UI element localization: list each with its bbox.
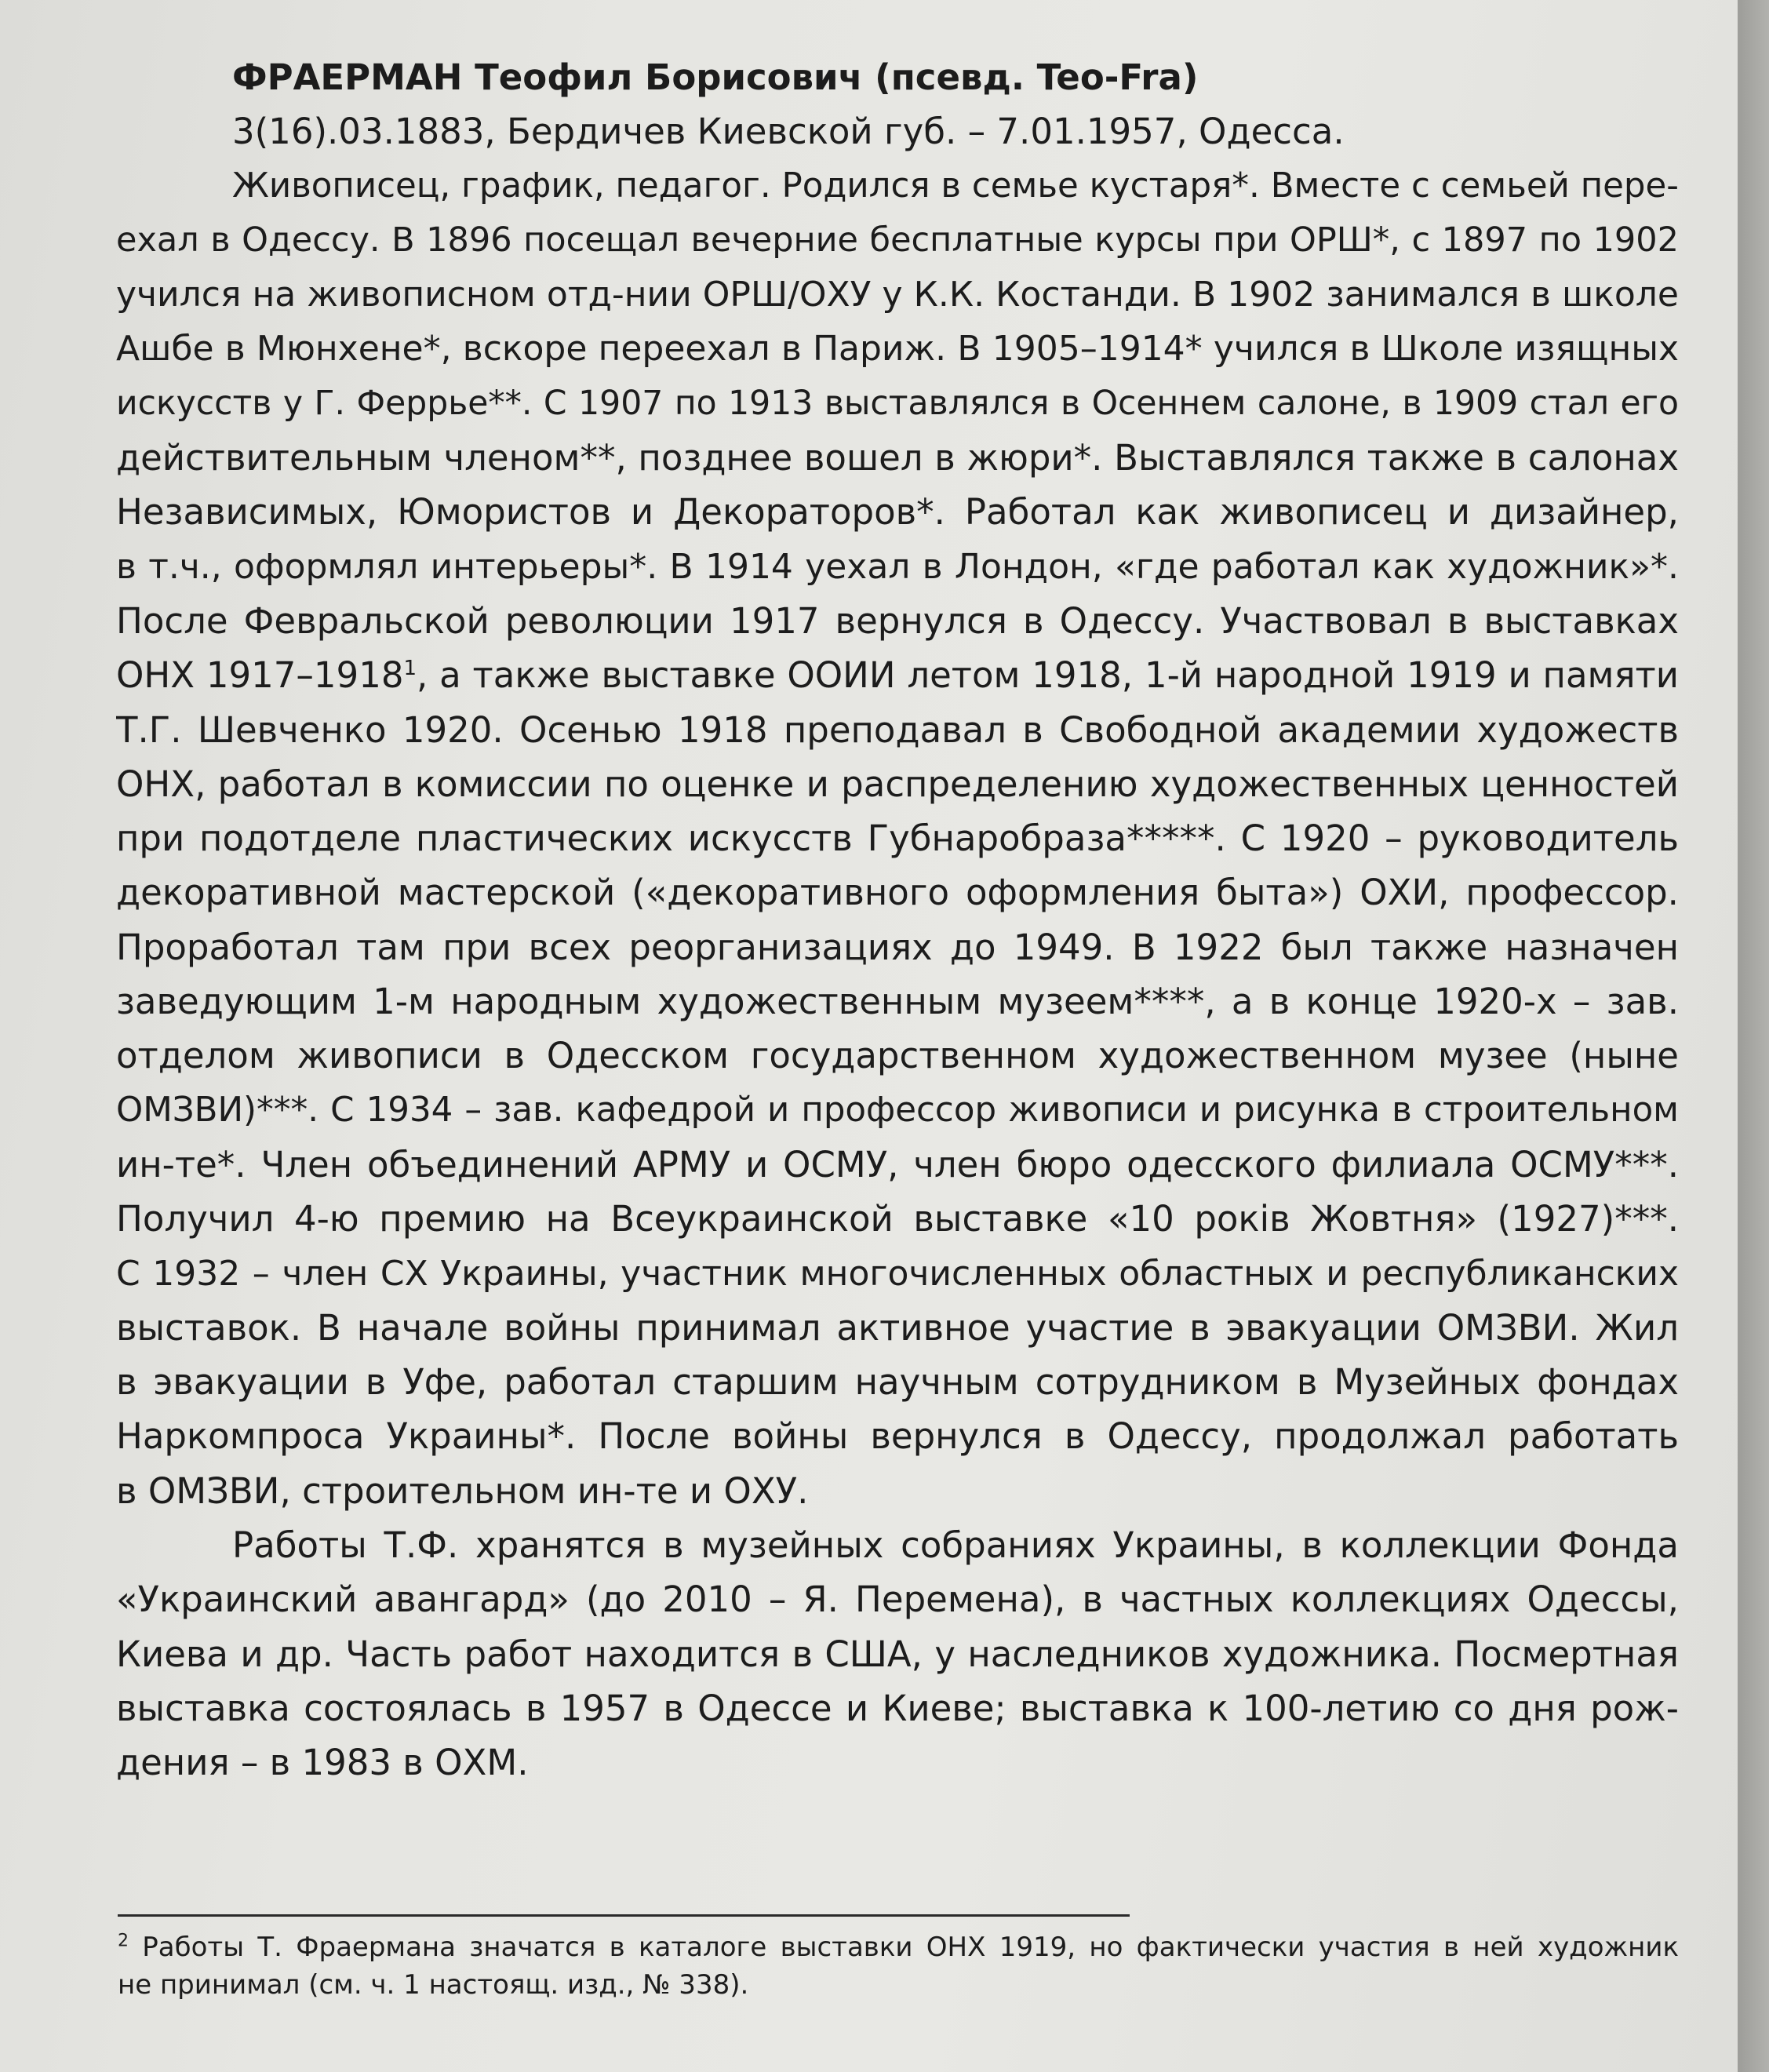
footnote-marker: 2 xyxy=(118,1931,129,1951)
paragraph-line-with-footnote-ref xyxy=(116,648,1679,702)
paragraph-line: После Февральской революции 1917 вернулся в Одессу. Участвовал в выставках xyxy=(116,599,1679,642)
paragraph-line: ОМЗВИ)***. С 1934 – зав. кафедрой и профессор живописи и рисунка в строительном xyxy=(116,1090,1679,1130)
paragraph-line: ОНХ, работал в комиссии по оценке и распределению художественных ценностей xyxy=(116,763,1679,805)
paragraph-line: Наркомпроса Украины*. После войны вернулся в Одессу, продолжал работать xyxy=(116,1415,1679,1458)
paragraph-line: при подотделе пластических искусств Губнаробраза*****. С 1920 – руководитель xyxy=(116,818,1679,860)
paragraph-line: Получил 4-ю премию на Всеукраинской выставке «10 років Жовтня» (1927)***. xyxy=(116,1198,1679,1240)
page-edge-shadow xyxy=(1738,0,1769,2072)
paragraph-line: Ашбе в Мюнхене*, вскоре переехал в Париж. В 1905–1914* учился в Школе изящных xyxy=(116,329,1679,370)
paragraph-line: заведующим 1-м народным художественным музеем****, а в конце 1920-х – зав. xyxy=(116,981,1679,1023)
paragraph-line: искусств у Г. Феррье**. С 1907 по 1913 выставлялся в Осеннем салоне, в 1909 стал его xyxy=(116,384,1679,423)
biography-entry xyxy=(116,50,1679,1790)
paragraph-line: Т.Г. Шевченко 1920. Осенью 1918 преподавал в Свободной академии художеств xyxy=(116,708,1679,751)
entry-heading: ФРАЕРМАН Теофил Борисович (псевд. Teo-Fra) xyxy=(232,56,1199,98)
paragraph-line: «Украинский авангард» (до 2010 – Я. Перемена), в частных коллекциях Одессы, xyxy=(116,1579,1679,1621)
line-text: , а также выставке ООИИ летом 1918, 1-й народной 1919 и памяти xyxy=(417,654,1679,697)
paragraph-2 xyxy=(116,1518,1679,1790)
paragraph-line: дения – в 1983 в ОХМ. xyxy=(116,1742,529,1784)
paragraph-line: в т.ч., оформлял интерьеры*. В 1914 уехал в Лондон, «где работал как художник»*. xyxy=(116,546,1679,587)
footnote xyxy=(118,1928,1679,2004)
paragraph-line: С 1932 – член СХ Украины, участник многочисленных областных и республиканских xyxy=(116,1253,1679,1294)
paragraph-line: в ОМЗВИ, строительном ин-те и ОХУ. xyxy=(116,1469,809,1512)
paragraph-line: ин-те*. Член объединений АРМУ и ОСМУ, член бюро одесского филиала ОСМУ***. xyxy=(116,1143,1679,1185)
entry-dates: 3(16).03.1883, Бердичев Киевской губ. – 7.01.1957, Одесса. xyxy=(232,111,1345,153)
paragraph-line: Киева и др. Часть работ находится в США, у наследников художника. Посмертная xyxy=(116,1633,1679,1675)
paragraph-line: Проработал там при всех реорганизациях до 1949. В 1922 был также назначен xyxy=(116,926,1679,968)
footnote-line xyxy=(118,1928,1679,1966)
footnote-text: Работы Т. Фраермана значатся в каталоге выставки ОНХ 1919, но фактически участия в ней художник xyxy=(129,1932,1679,1963)
paragraph-line: выставок. В начале войны принимал активное участие в эвакуации ОМЗВИ. Жил xyxy=(116,1306,1679,1349)
paragraph-1 xyxy=(116,159,1679,1518)
paragraph-line: отделом живописи в Одесском государственном художественном музее (ныне xyxy=(116,1035,1679,1077)
line-text: ОНХ 1917–1918 xyxy=(116,654,404,697)
paragraph-line: Независимых, Юмористов и Декораторов*. Работал как живописец и дизайнер, xyxy=(116,491,1679,533)
paragraph-line: выставка состоялась в 1957 в Одессе и Киеве; выставка к 100-летию со дня рож- xyxy=(116,1687,1679,1729)
paragraph-line: Работы Т.Ф. хранятся в музейных собраниях Украины, в коллекции Фонда xyxy=(232,1524,1679,1567)
footnote-line: не принимал (см. ч. 1 настоящ. изд., № 338). xyxy=(118,1969,749,2001)
footnote-divider xyxy=(118,1914,1130,1917)
paragraph-line: ехал в Одессу. В 1896 посещал вечерние бесплатные курсы при ОРШ*, с 1897 по 1902 xyxy=(116,220,1679,260)
paragraph-line: в эвакуации в Уфе, работал старшим научным сотрудником в Музейных фондах xyxy=(116,1361,1679,1404)
paragraph-line: Живописец, график, педагог. Родился в семье кустаря*. Вместе с семьей пере- xyxy=(232,166,1679,206)
paragraph-line: декоративной мастерской («декоративного оформления быта») ОХИ, профессор. xyxy=(116,872,1679,914)
paragraph-line: действительным членом**, позднее вошел в жюри*. Выставлялся также в салонах xyxy=(116,437,1679,479)
paragraph-line: учился на живописном отд-нии ОРШ/ОХУ у К.К. Костанди. В 1902 занимался в школе xyxy=(116,275,1679,315)
footnote-ref: 1 xyxy=(403,657,417,681)
